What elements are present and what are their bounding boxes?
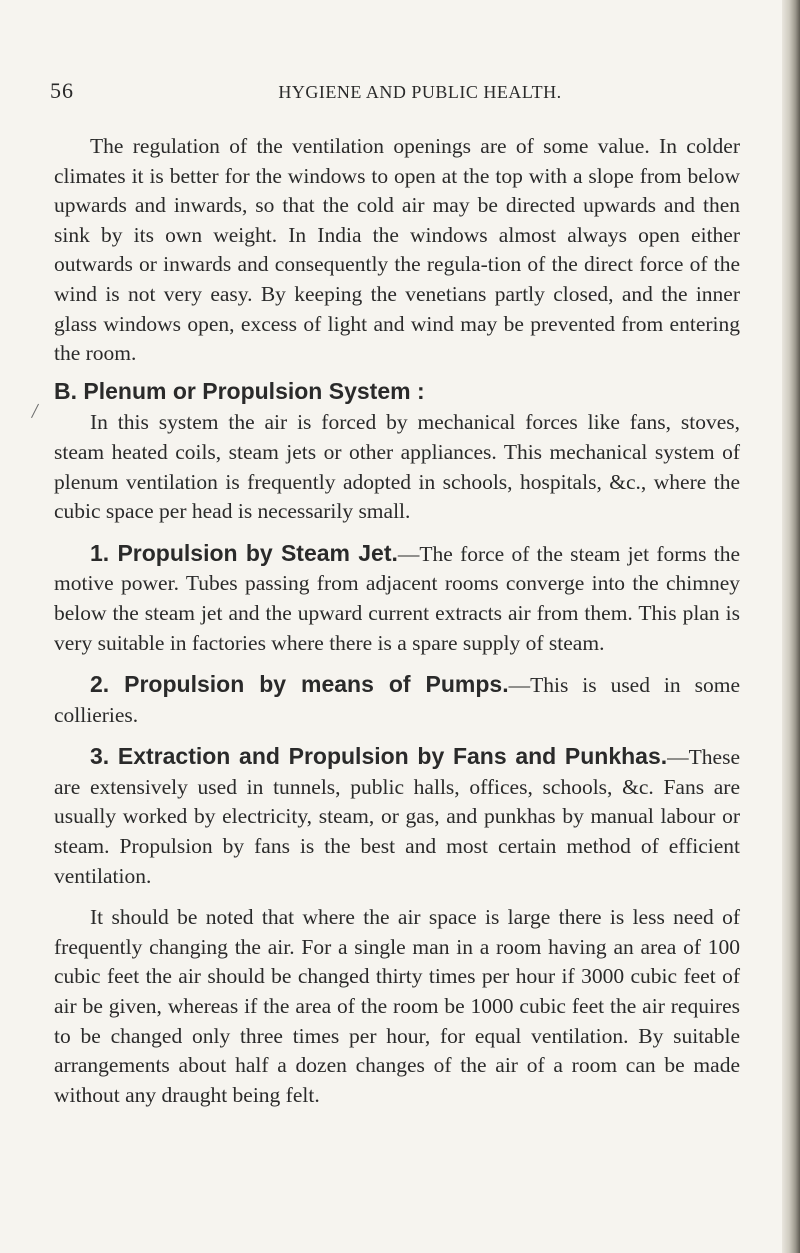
item-heading: 3. Extraction and Propulsion by Fans and Punkhas. [90, 743, 668, 770]
item-heading: 1. Propulsion by Steam Jet. [90, 539, 398, 566]
section-paragraph: In this system the air is forced by mechanical forces like fans, stoves, steam heated coils, steam jets or other appliances. This mechanical system of plenum ventilation is frequently adopted in schools, hospitals, &c., where the cubic space per head is necessarily small. [54, 410, 740, 524]
list-item [54, 670, 740, 730]
list-item [54, 539, 740, 658]
item-heading: 2. Propulsion by means of Pumps. [90, 671, 509, 698]
page-edge-shadow [782, 0, 800, 1253]
item-text: —The force of the steam jet forms the motive power. Tubes passing from adjacent rooms converge into the chimney below the steam jet and the upward current extracts air from them. This plan is very suitable in factories where there is a spare supply of steam. [54, 541, 741, 655]
page-number: 56 [50, 78, 74, 103]
section-heading: B. Plenum or Propulsion System : [54, 377, 425, 404]
item-text: —This is used in some collieries. [54, 673, 740, 727]
closing-paragraph: It should be noted that where the air space is large there is less need of frequently changing the air. For a single man in a room having an area of 100 cubic feet the air should be changed thirty times per hour if 3000 cubic feet of air be given, whereas if the area of the room be 1000 cubic feet the air requires to be changed only three times per hour, for equal ventilation. By suitable arrangements about half a dozen changes of the air of a room can be made without any draught being felt. [54, 905, 740, 1107]
list-item [54, 742, 740, 891]
intro-paragraph: The regulation of the ventilation openings are of some value. In colder climates it is better for the windows to open at the top with a slope from below upwards and inwards, so that the cold air may be directed upwards and then sink by its own weight. In India the windows almost always open either outwards or inwards and consequently the regula-tion of the direct force of the wind is not very easy. By keeping the venetians partly closed, and the inner glass windows open, excess of light and wind may be prevented from entering the room. [54, 134, 740, 366]
page-body [54, 132, 740, 1110]
margin-pencil-mark: / [30, 397, 40, 424]
item-text: —These are extensively used in tunnels, public halls, offices, schools, &c. Fans are usually worked by electricity, steam, or gas, and punkhas by manual labour or steam. Propulsion by fans is the best and most certain method of efficient ventilation. [54, 745, 740, 888]
running-head: HYGIENE AND PUBLIC HEALTH. [278, 82, 562, 102]
